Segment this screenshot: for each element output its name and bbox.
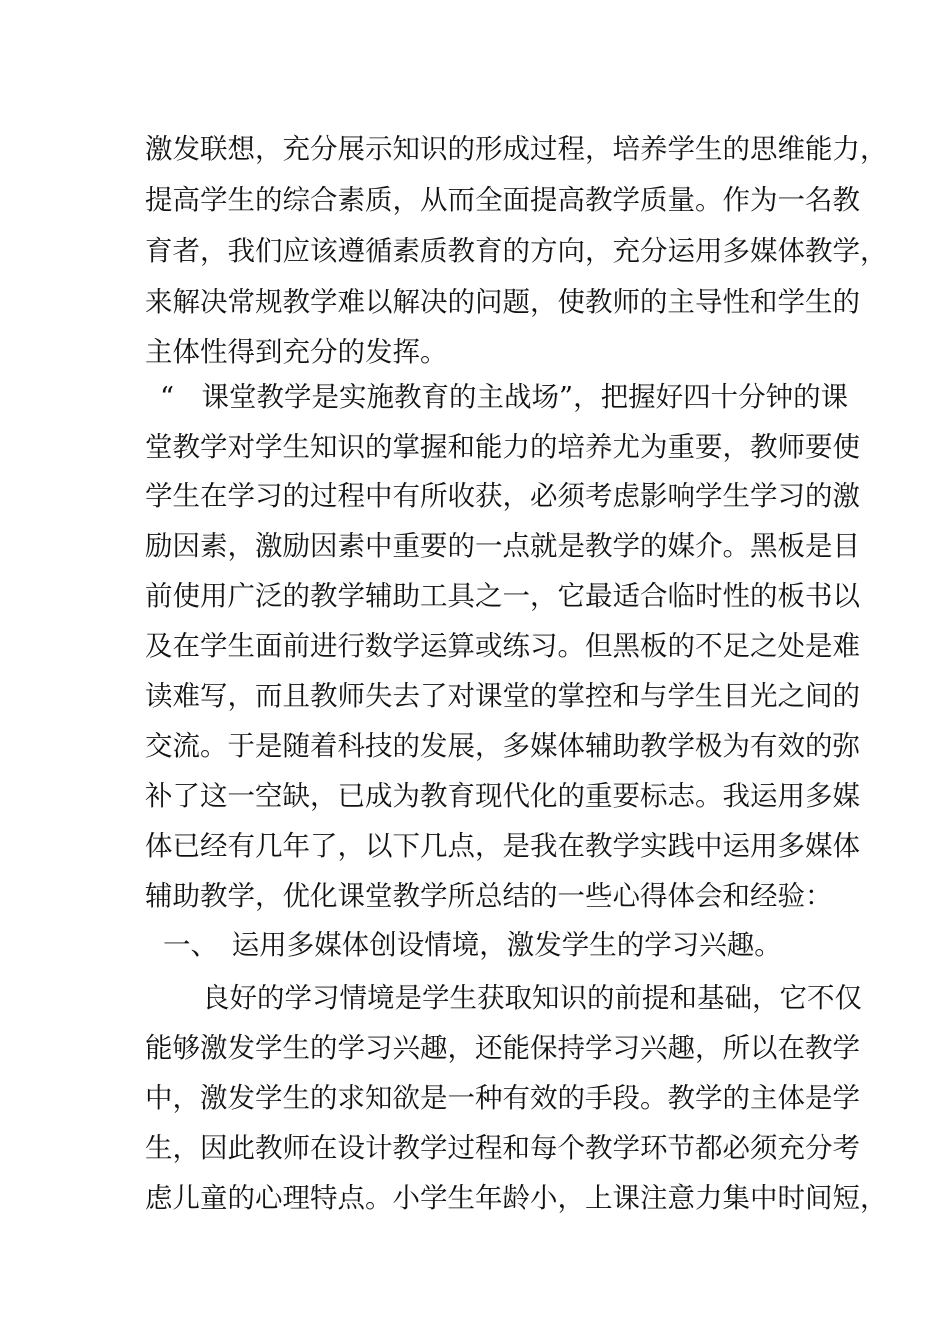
text-line: 来解决常规教学难以解决的问题，使教师的主导性和学生的 [145,286,860,318]
text-line: 补了这一空缺，已成为教育现代化的重要标志。我运用多媒 [145,780,860,812]
text-line: 生，因此教师在设计教学过程和每个教学环节都必须充分考 [145,1132,860,1164]
text-line: 能够激发学生的学习兴趣，还能保持学习兴趣，所以在教学 [145,1032,860,1064]
section-heading: 一、 运用多媒体创设情境，激发学生的学习兴趣。 [163,929,782,961]
text-line: 提高学生的综合素质，从而全面提高教学质量。作为一名教 [145,184,860,216]
text-line: 虑儿童的心理特点。小学生年龄小，上课注意力集中时间短， [145,1182,888,1214]
text-line: 堂教学对学生知识的掌握和能力的培养尤为重要，教师要使 [145,431,860,463]
text-line: 育者，我们应该遵循素质教育的方向，充分运用多媒体教学， [145,235,888,267]
text-line: “ 课堂教学是实施教育的主战场”，把握好四十分钟的课 [160,381,849,413]
text-line: 前使用广泛的教学辅助工具之一，它最适合临时性的板书以 [145,580,860,612]
text-line: 交流。于是随着科技的发展，多媒体辅助教学极为有效的弥 [145,730,860,762]
text-line: 辅助教学，优化课堂教学所总结的一些心得体会和经验： [145,880,833,912]
text-line: 学生在学习的过程中有所收获，必须考虑影响学生学习的激 [145,480,860,512]
text-line: 主体性得到充分的发挥。 [145,336,448,368]
text-line: 及在学生面前进行数学运算或练习。但黑板的不足之处是难 [145,630,860,662]
text-line: 励因素，激励因素中重要的一点就是教学的媒介。黑板是目 [145,530,860,562]
text-line: 激发联想，充分展示知识的形成过程，培养学生的思维能力， [145,133,888,165]
text-line: 中，激发学生的求知欲是一种有效的手段。教学的主体是学 [145,1082,860,1114]
text-line: 读难写，而且教师失去了对课堂的掌控和与学生目光之间的 [145,680,860,712]
text-line: 良好的学习情境是学生获取知识的前提和基础，它不仅 [202,982,862,1014]
text-line: 体已经有几年了，以下几点，是我在教学实践中运用多媒体 [145,830,860,862]
